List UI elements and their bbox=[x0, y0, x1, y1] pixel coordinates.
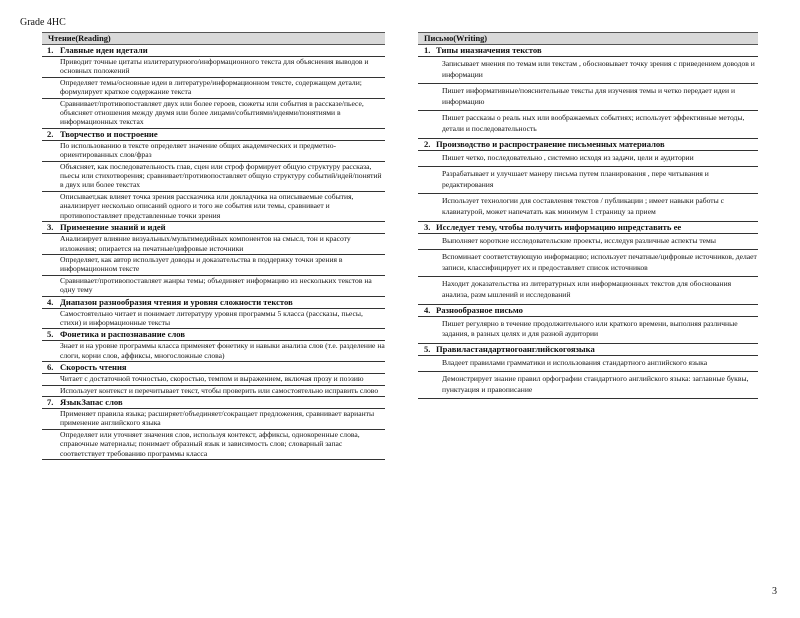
list-item: Определяет или уточняет значения слов, используя контекст, аффиксы, однокоренные слова, справочные материалы; понимает образный язык и зависимость слов; словарный запас соответствует требованию программы класса bbox=[42, 430, 385, 460]
list-item: По использованию в тексте определяет значение общих академических и предметно-ориентированных слов/фраз bbox=[42, 140, 385, 162]
list-item: Пишет рассказы о реаль ных или воображаемых событиях; использует эффективные методы, детали и последовательность bbox=[418, 111, 758, 138]
list-item: Пишет информативные/пояснительные тексты для изучения темы и четко передает идеи и информацию bbox=[418, 84, 758, 111]
section-number: 1. bbox=[47, 45, 54, 55]
writing-section bbox=[418, 139, 758, 222]
section-number: 3. bbox=[47, 222, 54, 233]
section-title: Исследует тему, чтобы получить информацию ипредставить ее bbox=[436, 221, 682, 232]
section-heading bbox=[42, 297, 385, 308]
section-heading bbox=[42, 329, 385, 340]
grade-label: Grade 4HC bbox=[20, 17, 66, 28]
list-item: Знает и на уровне программы класса применяет фонетику и навыки анализа слов (т.е. разделение на слоги, корни слов, аффиксы, многосложные слова) bbox=[42, 340, 385, 362]
section-title: Правиластандартногоанглийскогоязыка bbox=[436, 343, 595, 354]
list-item: Выполняет короткие исследовательские проекты, исследуя различные аспекты темы bbox=[418, 233, 758, 251]
writing-section bbox=[418, 305, 758, 344]
list-item: Определяет, как автор использует доводы и доказательства в поддержку точки зрения в информационном тексте bbox=[42, 255, 385, 276]
section-heading bbox=[42, 397, 385, 408]
list-item: Пишет четко, последовательно , системно исходя из задачи, цели и аудитории bbox=[418, 150, 758, 168]
reading-sections bbox=[42, 45, 385, 460]
list-item: Объясняет, как последовательность глав, сцен или строф формирует общую структуру рассказа, пьесы или стихотворения; сравнивает/противопоставляет общую структуру событий/идей/понятий в двух или более текстах bbox=[42, 162, 385, 192]
list-item: Использует технологии для составления текстов / публикации ; имеет навыки работы с клавиатурой, может напечатать как минимум 1 страницу за прием bbox=[418, 194, 758, 221]
writing-section bbox=[418, 45, 758, 139]
section-number: 3. bbox=[424, 221, 431, 232]
list-item: Определяет темы/основные идеи в литературе/информационном тексте, содержащем детали; формулирует краткое содержание текста bbox=[42, 78, 385, 99]
section-heading bbox=[42, 45, 385, 56]
writing-section bbox=[418, 222, 758, 305]
list-item: Самостоятельно читает и понимает литературу уровня программы 5 класса (рассказы, пьесы, стихи) и информационные тексты bbox=[42, 308, 385, 330]
section-number: 6. bbox=[47, 362, 54, 373]
list-item: Описывает,как влияет точка зрения рассказчика или докладчика на описываемые события, анализирует несколько описаний одного и того же события или темы, сравнивает и противопоставляет представленные точки зрения bbox=[42, 192, 385, 222]
section-title: Главные идеи идетали bbox=[60, 45, 148, 55]
list-item: Пишет регулярно в течение продолжительного или краткого времени, выполняя различные задания, в разных целях и для разной аудитории bbox=[418, 316, 758, 344]
reading-section bbox=[42, 297, 385, 330]
section-heading bbox=[42, 362, 385, 373]
section-heading bbox=[42, 129, 385, 140]
section-title: Диапазон разнообразия чтения и уровня сложности текстов bbox=[60, 296, 293, 307]
list-item: Использует контекст и перечитывает текст, чтобы проверить или самостоятельно исправить слово bbox=[42, 386, 385, 397]
writing-section bbox=[418, 344, 758, 400]
list-item: Анализирует влияние визуальных/мультимедийных компонентов на смысл, тон и красоту изложения; опирается на печатные/цифровые источники bbox=[42, 233, 385, 255]
section-number: 2. bbox=[47, 128, 54, 139]
list-item: Приводит точные цитаты излитературного/информационного текста для объяснения выводов и основных положений bbox=[42, 56, 385, 78]
writing-sections bbox=[418, 45, 758, 399]
section-heading bbox=[418, 344, 758, 355]
writing-column bbox=[418, 32, 758, 399]
list-item: Читает с достаточной точностью, скоростью, темпом и выражением, включая прозу и поэзию bbox=[42, 373, 385, 385]
list-item: Демонстрирует знание правил орфографии стандартного английского языка: заглавные буквы, пунктуация и правописание bbox=[418, 372, 758, 399]
section-heading bbox=[418, 45, 758, 56]
section-title: Творчество и построение bbox=[60, 128, 158, 139]
section-number: 7. bbox=[47, 396, 54, 407]
section-heading bbox=[418, 222, 758, 233]
list-item: Вспоминает соответствующую информацию; использует печатные/цифровые источников, делает записи, классифицирует их и предоставляет список источников bbox=[418, 250, 758, 277]
section-title: Разнообразное письмо bbox=[436, 304, 523, 315]
section-number: 1. bbox=[424, 45, 431, 55]
reading-column bbox=[42, 32, 385, 460]
list-item: Находит доказательства из литературных или информационных текстов для обоснования анализа, разм ышлений и исследований bbox=[418, 277, 758, 304]
section-title: Применение знаний и идей bbox=[60, 222, 166, 233]
reading-section bbox=[42, 329, 385, 362]
section-number: 4. bbox=[47, 296, 54, 307]
section-number: 4. bbox=[424, 304, 431, 315]
section-title: Типы иназначения текстов bbox=[436, 45, 542, 55]
page-number: 3 bbox=[772, 586, 777, 597]
section-title: Фонетика и распознавание слов bbox=[60, 329, 185, 340]
list-item: Разрабатывает и улучшает манеру письма путем планирования , пере читывания и редактирования bbox=[418, 167, 758, 194]
list-item: Записывает мнения по темам или текстам , обосновывает точку зрения с приведением доводов и информации bbox=[418, 56, 758, 84]
list-item: Сравнивает/противопоставляет жанры темы; объединяет информацию из нескольких текстов на одну тему bbox=[42, 276, 385, 297]
section-title: Скорость чтения bbox=[60, 362, 127, 373]
reading-section bbox=[42, 362, 385, 397]
writing-header: Письмо(Writing) bbox=[418, 32, 758, 45]
section-heading bbox=[42, 222, 385, 233]
section-number: 5. bbox=[47, 329, 54, 340]
reading-section bbox=[42, 397, 385, 460]
list-item: Владеет правилами грамматики и использования стандартного английского языка bbox=[418, 355, 758, 373]
section-heading bbox=[418, 305, 758, 316]
section-title: Производство и распространение письменных материалов bbox=[436, 138, 665, 149]
section-number: 5. bbox=[424, 343, 431, 354]
reading-section bbox=[42, 222, 385, 296]
section-title: ЯзыкЗапас слов bbox=[60, 396, 123, 407]
reading-header: Чтение(Reading) bbox=[42, 32, 385, 45]
list-item: Применяет правила языка; расширяет/объединяет/сокращает предложения, сравнивает варианты применение английского языка bbox=[42, 408, 385, 430]
section-number: 2. bbox=[424, 138, 431, 149]
list-item: Сравнивает/противопоставляет двух или более героев, сюжеты или события в рассказе/пьесе, объясняет отношения между двумя или более лицами/событиями/идеями/понятиями в информационных текстах bbox=[42, 99, 385, 129]
reading-section bbox=[42, 129, 385, 222]
reading-section bbox=[42, 45, 385, 129]
section-heading bbox=[418, 139, 758, 150]
